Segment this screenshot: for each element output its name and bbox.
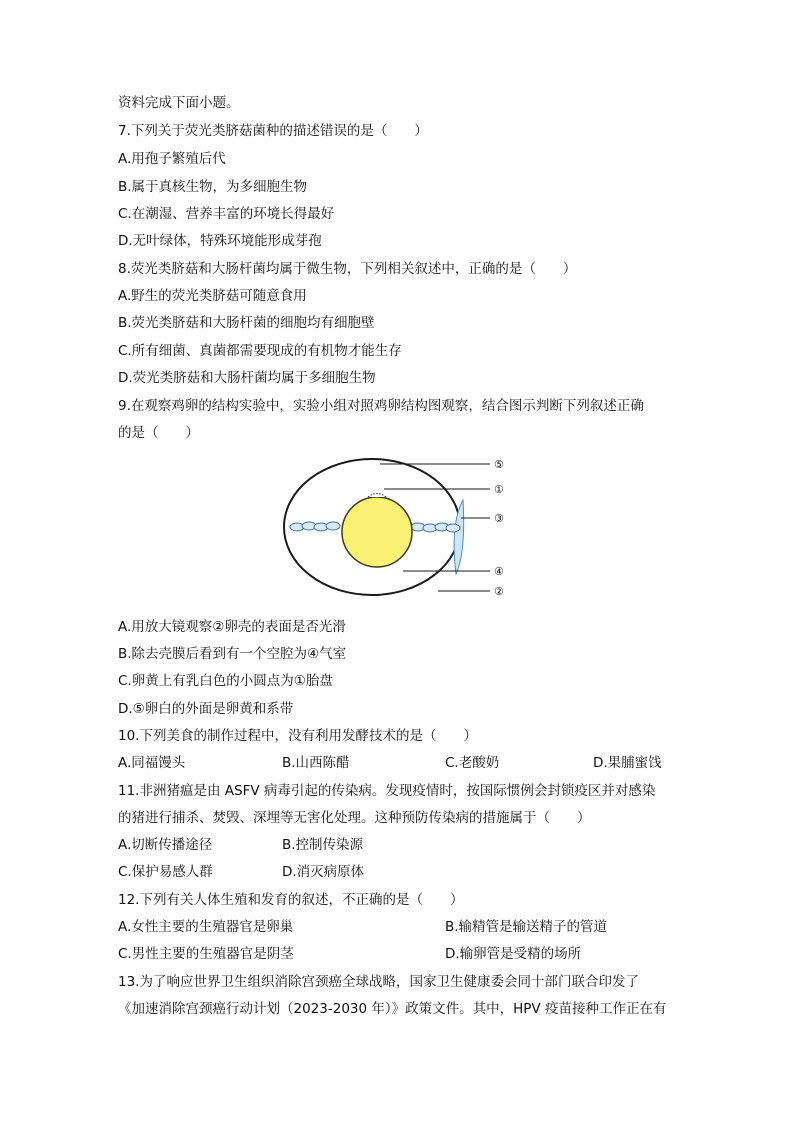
germinal-disc bbox=[368, 494, 386, 498]
q12-stem: 12.下列有关人体生殖和发育的叙述，不正确的是（ ） bbox=[118, 892, 464, 908]
q8-option-c: C.所有细菌、真菌都需要现成的有机物才能生存 bbox=[118, 343, 402, 359]
q12-option-a: A.女性主要的生殖器官是卵巢 bbox=[118, 919, 294, 935]
q11-stem-line2: 的猪进行捕杀、焚毁、深埋等无害化处理。这种预防传染病的措施属于（ ） bbox=[118, 810, 591, 826]
q7-option-a: A.用孢子繁殖后代 bbox=[118, 151, 226, 167]
q12-option-c: C.男性主要的生殖器官是阴茎 bbox=[118, 946, 294, 962]
q7-option-c: C.在潮湿、营养丰富的环境长得最好 bbox=[118, 206, 335, 222]
q7-option-d: D.无叶绿体，特殊环境能形成芽孢 bbox=[118, 233, 322, 249]
q13-stem-line1: 13.为了响应世界卫生组织消除宫颈癌全球战略，国家卫生健康委会同十部门联合印发了 bbox=[118, 974, 639, 990]
label-2: ② bbox=[494, 585, 504, 598]
q8-option-b: B.荧光类脐菇和大肠杆菌的细胞均有细胞壁 bbox=[118, 315, 375, 331]
q11-option-a: A.切断传播途径 bbox=[118, 837, 213, 853]
q11-option-c: C.保护易感人群 bbox=[118, 864, 213, 880]
q11-stem-line1: 11.非洲猪瘟是由 ASFV 病毒引起的传染病。发现疫情时，按国际惯例会封锁疫区并对感染 bbox=[118, 783, 656, 799]
q8-stem: 8.荧光类脐菇和大肠杆菌均属于微生物，下列相关叙述中，正确的是（ ） bbox=[118, 261, 577, 277]
q11-option-d: D.消灭病原体 bbox=[282, 864, 365, 880]
q10-option-c: C.老酸奶 bbox=[445, 755, 500, 771]
q7-stem: 7.下列关于荧光类脐菇菌种的描述错误的是（ ） bbox=[118, 123, 428, 139]
label-3: ③ bbox=[494, 512, 504, 525]
egg-structure-diagram bbox=[280, 452, 520, 602]
q10-option-d: D.果脯蜜饯 bbox=[593, 755, 662, 771]
q9-stem-line2: 的是（ ） bbox=[118, 425, 199, 441]
q13-stem-line2: 《加速消除宫颈癌行动计划（2023-2030 年）》政策文件。其中，HPV 疫苗接种工作正在有 bbox=[118, 1001, 667, 1017]
q9-stem-line1: 9.在观察鸡卵的结构实验中，实验小组对照鸡卵结构图观察，结合图示判断下列叙述正确 bbox=[118, 398, 644, 414]
label-1: ① bbox=[494, 483, 504, 496]
q9-option-a: A.用放大镜观察②卵壳的表面是否光滑 bbox=[118, 619, 346, 635]
q9-option-d: D.⑤卵白的外面是卵黄和系带 bbox=[118, 701, 294, 717]
label-5: ⑤ bbox=[494, 458, 504, 471]
q9-option-c: C.卵黄上有乳白色的小圆点为①胎盘 bbox=[118, 673, 333, 689]
egg-yolk bbox=[342, 497, 412, 567]
q11-option-b: B.控制传染源 bbox=[282, 837, 364, 853]
chalaza-right bbox=[411, 523, 460, 532]
label-4: ④ bbox=[494, 565, 504, 578]
q9-option-b: B.除去壳膜后看到有一个空腔为④气室 bbox=[118, 646, 347, 662]
q12-option-b: B.输精管是输送精子的管道 bbox=[445, 919, 608, 935]
q10-stem: 10.下列美食的制作过程中，没有利用发酵技术的是（ ） bbox=[118, 728, 477, 744]
air-cell bbox=[454, 500, 464, 574]
intro-line: 资料完成下面小题。 bbox=[118, 95, 240, 111]
q8-option-d: D.荧光类脐菇和大肠杆菌均属于多细胞生物 bbox=[118, 370, 376, 386]
q10-option-a: A.同福馒头 bbox=[118, 755, 186, 771]
q7-option-b: B.属于真核生物，为多细胞生物 bbox=[118, 179, 308, 195]
q8-option-a: A.野生的荧光类脐菇可随意食用 bbox=[118, 288, 307, 304]
chalaza-left bbox=[290, 522, 340, 531]
q10-option-b: B.山西陈醋 bbox=[282, 755, 350, 771]
q12-option-d: D.输卵管是受精的场所 bbox=[445, 946, 582, 962]
